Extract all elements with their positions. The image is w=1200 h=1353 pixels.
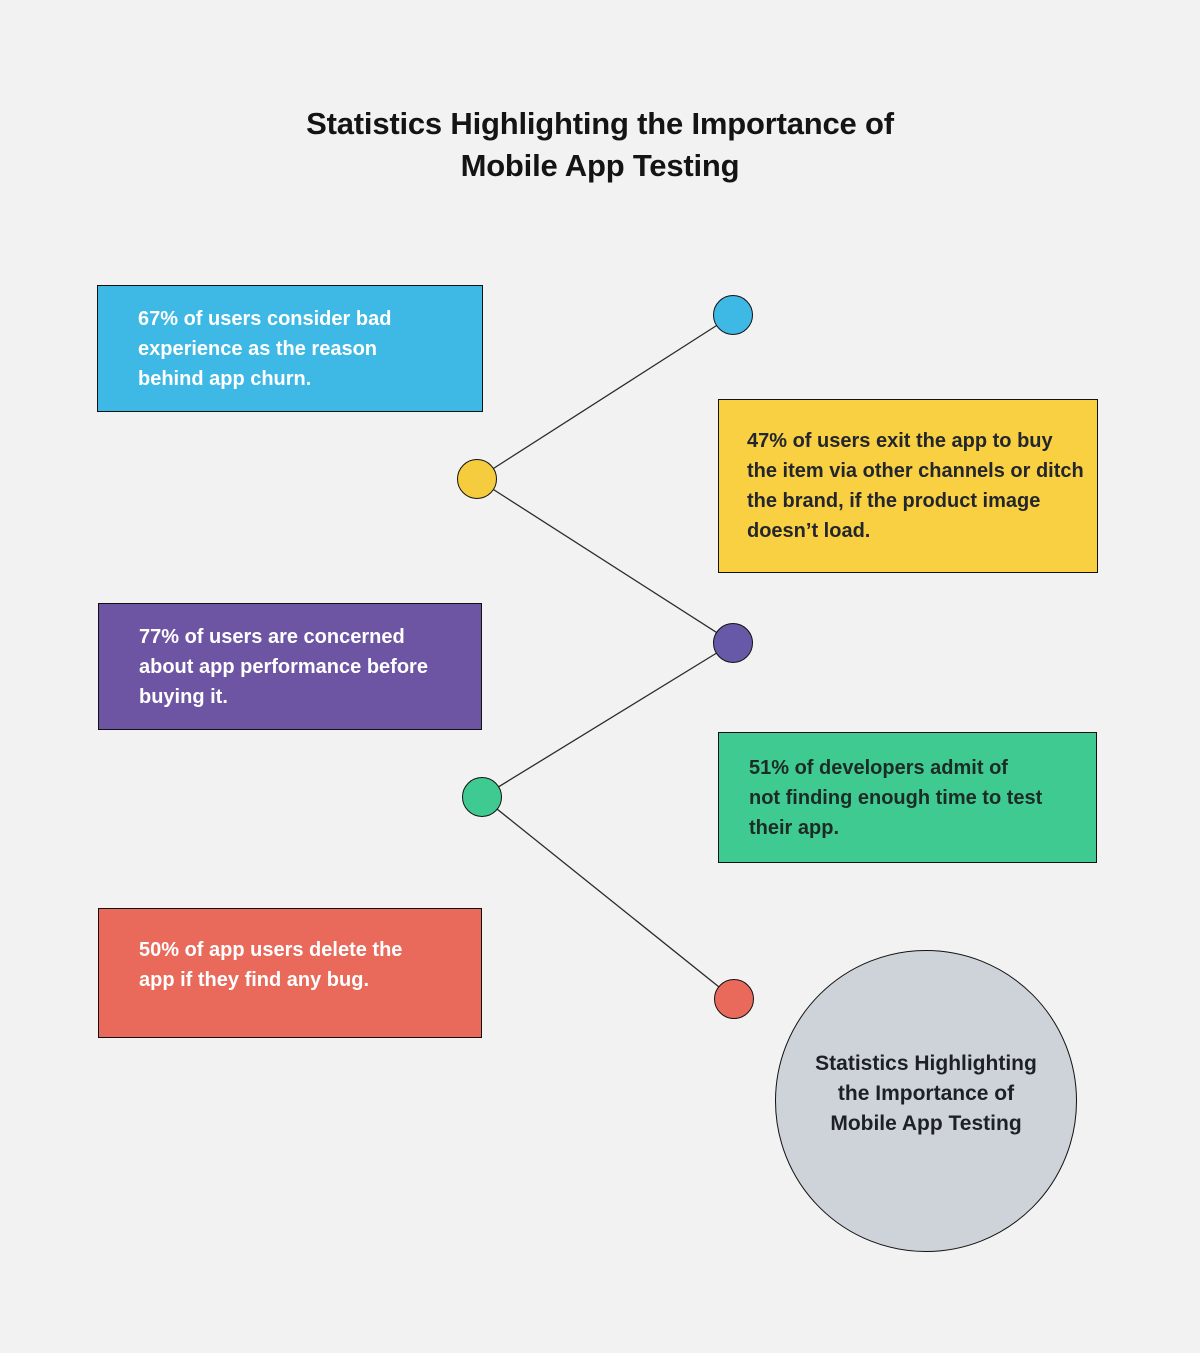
timeline-node-50 (714, 979, 754, 1019)
page-title-line-2: Mobile App Testing (460, 148, 740, 183)
page-title-line-1: Statistics Highlighting the Importance of (306, 106, 894, 141)
stat-box-50-text: 50% of app users delete the app if they find any bug. (139, 939, 403, 991)
connector-line-1 (477, 315, 733, 479)
timeline-node-51 (462, 777, 502, 817)
stat-box-77-text: 77% of users are concerned about app performance before buying it. (139, 625, 428, 708)
page-title (0, 103, 1200, 187)
summary-circle-line-2: the Importance of (837, 1082, 1015, 1105)
connector-line-3 (482, 643, 733, 797)
connector-line-4 (482, 797, 734, 999)
stat-box-50 (98, 908, 482, 1038)
stat-box-51-text: 51% of developers admit of not finding enough time to test their app. (749, 756, 1043, 839)
timeline-node-47 (457, 459, 497, 499)
timeline-node-67 (713, 295, 753, 335)
summary-circle (775, 950, 1077, 1252)
stat-box-47 (718, 399, 1098, 573)
timeline-node-77 (713, 623, 753, 663)
summary-circle-line-1: Statistics Highlighting (815, 1052, 1037, 1075)
stat-box-47-text: 47% of users exit the app to buy the item via other channels or ditch the brand, if the product image doesn’t load. (747, 430, 1084, 542)
connector-line-2 (477, 479, 733, 643)
stat-box-51 (718, 732, 1097, 863)
stat-box-67 (97, 285, 483, 412)
stat-box-77 (98, 603, 482, 730)
summary-circle-line-3: Mobile App Testing (830, 1112, 1022, 1135)
stat-box-67-text: 67% of users consider bad experience as the reason behind app churn. (138, 307, 392, 390)
